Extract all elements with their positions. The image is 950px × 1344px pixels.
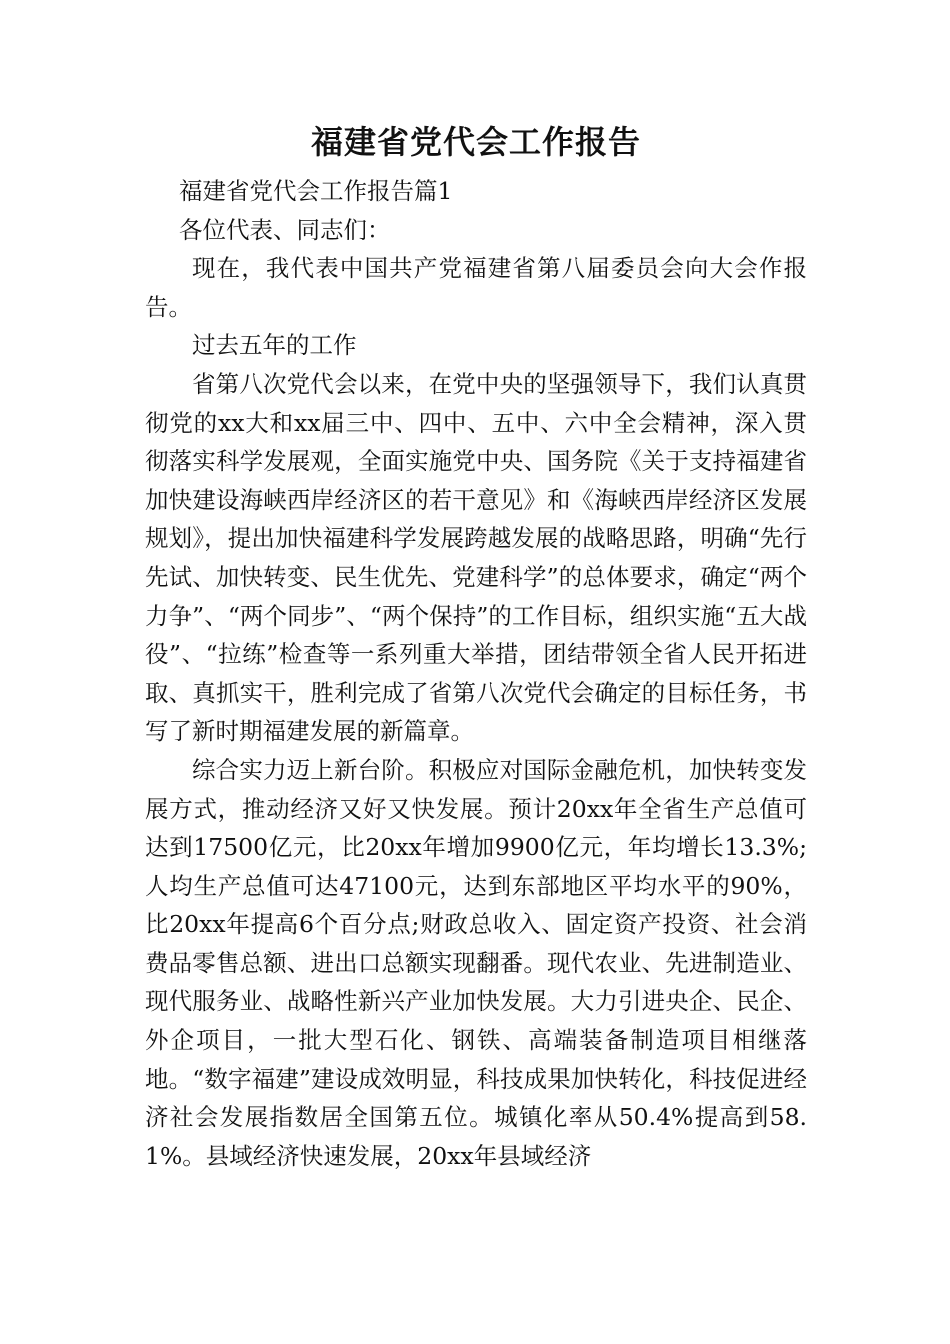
paragraph-economy: 综合实力迈上新台阶。积极应对国际金融危机，加快转变发展方式，推动经济又好又快发展。预计20xx年全省生产总值可达到17500亿元，比20xx年增加9900亿元，年均增长13.3%;人均生产总值可达47100元，达到东部地区平均水平的90%，比20xx年提高6个百分点;财政总收入、固定资产投资、社会消费品零售总额、进出口总额实现翻番。现代农业、先进制造业、现代服务业、战略性新兴产业加快发展。大力引进央企、民企、外企项目，一批大型石化、钢铁、高端装备制造项目相继落地。“数字福建”建设成效明显，科技成果加快转化，科技促进经济社会发展指数居全国第五位。城镇化率从50.4%提高到58.1%。县域经济快速发展，20xx年县域经济 [145,755,807,1170]
document-subtitle: 福建省党代会工作报告篇1 [179,177,453,205]
paragraph-intro: 现在，我代表中国共产党福建省第八届委员会向大会作报告。 [145,254,807,321]
document-title: 福建省党代会工作报告 [310,123,641,161]
section-heading: 过去五年的工作 [192,331,357,360]
greeting: 各位代表、同志们： [179,215,391,244]
paragraph-review: 省第八次党代会以来，在党中央的坚强领导下，我们认真贯彻党的xx大和xx届三中、四中、五中、六中全会精神，深入贯彻落实科学发展观，全面实施党中央、国务院《关于支持福建省加快建设海峡西岸经济区的若干意见》和《海峡西岸经济区发展规划》，提出加快福建科学发展跨越发展的战略思路，明确“先行先试、加快转变、民生优先、党建科学”的总体要求，确定“两个力争”、“两个同步”、“两个保持”的工作目标，组织实施“五大战役”、“拉练”检查等一系列重大举措，团结带领全省人民开拓进取、真抓实干，胜利完成了省第八次党代会确定的目标任务，书写了新时期福建发展的新篇章。 [145,369,807,746]
document-page [145,118,807,1175]
